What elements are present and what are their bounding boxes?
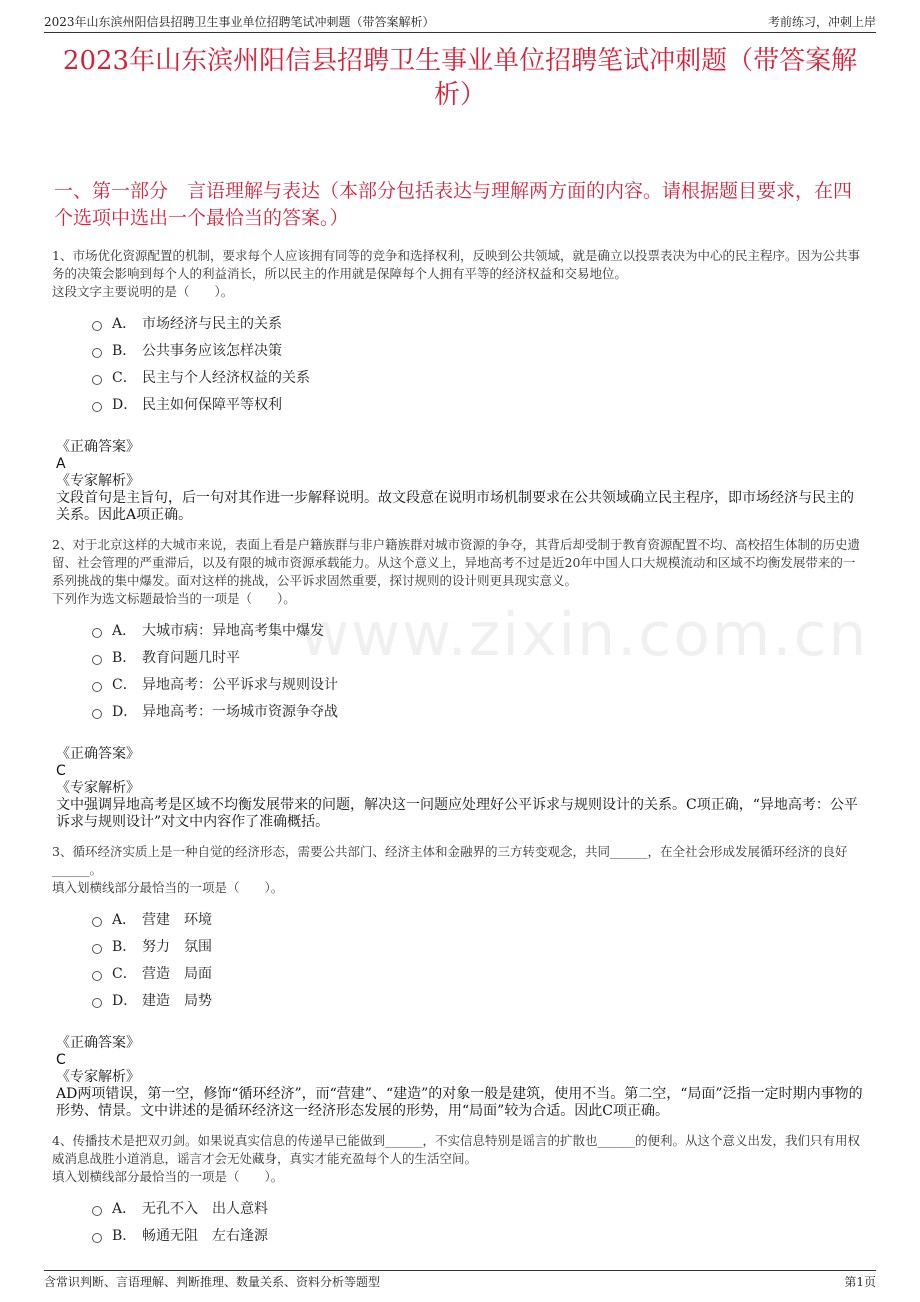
question-prompt: 下列作为选文标题最恰当的一项是（ ）。 (52, 591, 296, 606)
radio-icon[interactable] (92, 375, 102, 385)
analysis-text: 文中强调异地高考是区域不均衡发展带来的问题，解决这一问题应处理好公平诉求与规则设计的关系。C项正确，“异地高考：公平诉求与规则设计”对文中内容作了准确概括。 (56, 797, 858, 830)
answer-block (52, 746, 864, 831)
question-stem: 2、对于北京这样的大城市来说，表面上看是户籍族群与非户籍族群对城市资源的争夺，其背后却受制于教育资源配置不均、高校招生体制的历史遗留、社会管理的严重滞后，以及有限的城市资源承载能力。从这个意义上，异地高考不过是近20年中国人口大规模流动和区域不均衡发展带来的一系列挑战的集中爆发。面对这样的挑战，公平诉求固然重要，探讨规则的设计则更具现实意义。 (52, 537, 860, 588)
option-d[interactable]: D． 民主如何保障平等权利 (92, 390, 864, 417)
question-prompt: 填入划横线部分最恰当的一项是（ ）。 (52, 880, 284, 895)
option-list (92, 616, 864, 724)
analysis-label: 《专家解析》 (56, 1069, 140, 1085)
header-doc-title: 2023年山东滨州阳信县招聘卫生事业单位招聘笔试冲刺题（带答案解析） (44, 15, 435, 29)
question-prompt: 这段文字主要说明的是（ ）。 (52, 284, 234, 299)
option-a[interactable]: A． 无孔不入 出人意料 (92, 1194, 864, 1221)
option-list (92, 1194, 864, 1248)
question-list (52, 247, 864, 1248)
radio-icon[interactable] (92, 971, 102, 981)
option-b[interactable]: B． 公共事务应该怎样决策 (92, 336, 864, 363)
option-c[interactable]: C． 异地高考：公平诉求与规则设计 (92, 670, 864, 697)
question-2 (52, 536, 864, 831)
question-stem: 3、循环经济实质上是一种自觉的经济形态，需要公共部门、经济主体和金融界的三方转变观念，共同______，在全社会形成发展循环经济的良好______。 (52, 844, 848, 877)
answer-label: 《正确答案》 (56, 439, 140, 455)
radio-icon[interactable] (92, 944, 102, 954)
header-slogan: 考前练习，冲刺上岸 (767, 15, 876, 29)
answer-value: C (56, 763, 66, 779)
answer-block (52, 1035, 864, 1120)
answer-value: C (56, 1052, 66, 1068)
question-1 (52, 247, 864, 524)
radio-icon[interactable] (92, 628, 102, 638)
analysis-label: 《专家解析》 (56, 780, 140, 796)
radio-icon[interactable] (92, 1233, 102, 1243)
option-list (92, 309, 864, 417)
page-number: 第1页 (844, 1275, 876, 1289)
question-stem: 1、市场优化资源配置的机制，要求每个人应该拥有同等的竞争和选择权利，反映到公共领域，就是确立以投票表决为中心的民主程序。因为公共事务的决策会影响到每个人的利益消长，所以民主的作用就是保障每个人拥有平等的经济权益和交易地位。 (52, 248, 860, 281)
answer-block (52, 439, 864, 524)
analysis-label: 《专家解析》 (56, 473, 140, 489)
radio-icon[interactable] (92, 917, 102, 927)
question-3 (52, 843, 864, 1120)
option-c[interactable]: C． 营造 局面 (92, 959, 864, 986)
watermark: www.zixin.com.cn (300, 600, 869, 670)
option-b[interactable]: B． 畅通无阻 左右逢源 (92, 1221, 864, 1248)
footer-note: 含常识判断、言语理解、判断推理、数量关系、资料分析等题型 (44, 1275, 381, 1289)
answer-label: 《正确答案》 (56, 1035, 140, 1051)
option-a[interactable]: A． 营建 环境 (92, 905, 864, 932)
radio-icon[interactable] (92, 348, 102, 358)
radio-icon[interactable] (92, 1206, 102, 1216)
option-a[interactable]: A． 市场经济与民主的关系 (92, 309, 864, 336)
option-list (92, 905, 864, 1013)
radio-icon[interactable] (92, 682, 102, 692)
document-title: 2023年山东滨州阳信县招聘卫生事业单位招聘笔试冲刺题（带答案解析） (62, 46, 858, 110)
radio-icon[interactable] (92, 321, 102, 331)
page-header (44, 12, 876, 33)
option-b[interactable]: B． 努力 氛围 (92, 932, 864, 959)
option-c[interactable]: C． 民主与个人经济权益的关系 (92, 363, 864, 390)
question-prompt: 填入划横线部分最恰当的一项是（ ）。 (52, 1169, 284, 1184)
section-heading: 一、第一部分 言语理解与表达（本部分包括表达与理解两方面的内容。请根据题目要求，在四个选项中选出一个最恰当的答案。） (54, 180, 853, 229)
question-stem: 4、传播技术是把双刃剑。如果说真实信息的传递早已能做到______，不实信息特别是谣言的扩散也______的便利。从这个意义出发，我们只有用权威消息战胜小道消息，谣言才会无处藏身，真实才能充盈每个人的生活空间。 (52, 1133, 860, 1166)
radio-icon[interactable] (92, 655, 102, 665)
answer-value: A (56, 456, 66, 472)
radio-icon[interactable] (92, 998, 102, 1008)
option-d[interactable]: D． 异地高考：一场城市资源争夺战 (92, 697, 864, 724)
option-b[interactable]: B． 教育问题几时平 (92, 643, 864, 670)
radio-icon[interactable] (92, 402, 102, 412)
page-footer (44, 1270, 876, 1289)
option-d[interactable]: D． 建造 局势 (92, 986, 864, 1013)
option-a[interactable]: A． 大城市病：异地高考集中爆发 (92, 616, 864, 643)
analysis-text: AD两项错误，第一空，修饰“循环经济”，而“营建”、“建造”的对象一般是建筑，使用不当。第二空，“局面”泛指一定时期内事物的形势、情景。文中讲述的是循环经济这一经济形态发展的形势，用“局面”较为合适。因此C项正确。 (56, 1086, 863, 1119)
analysis-text: 文段首句是主旨句，后一句对其作进一步解释说明。故文段意在说明市场机制要求在公共领域确立民主程序，即市场经济与民主的关系。因此A项正确。 (56, 490, 854, 523)
answer-label: 《正确答案》 (56, 746, 140, 762)
question-4 (52, 1132, 864, 1248)
radio-icon[interactable] (92, 709, 102, 719)
